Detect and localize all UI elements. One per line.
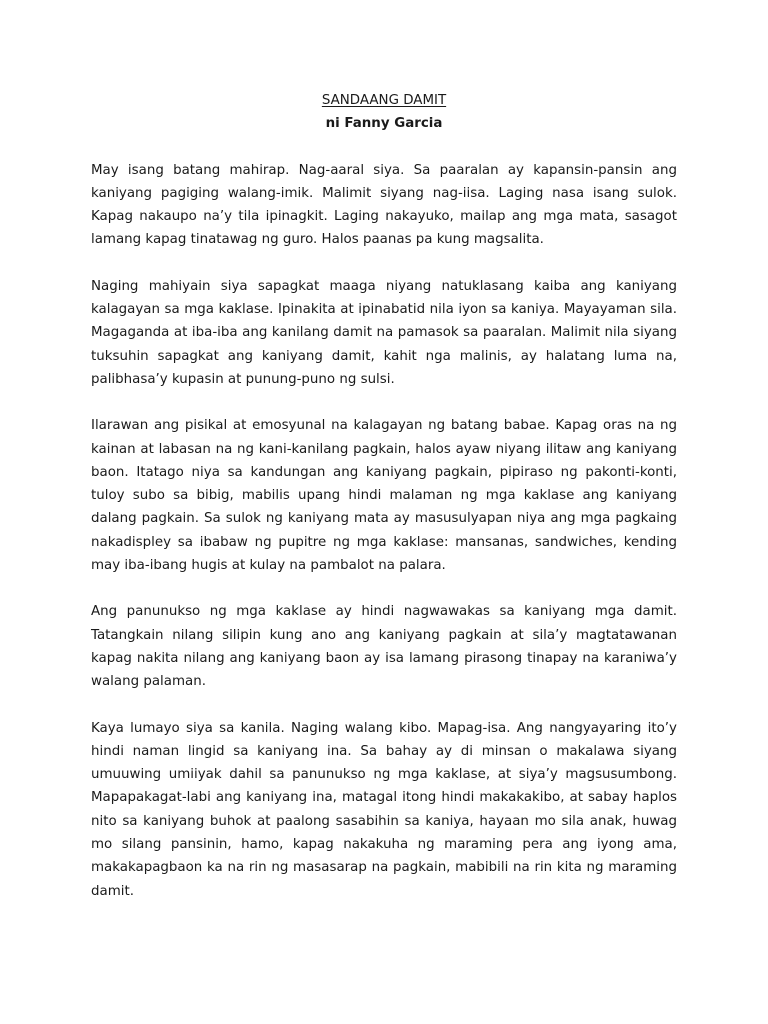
paragraph-1: May isang batang mahirap. Nag-aaral siya. Sa paaralan ay kapansin-pansin ang kaniyang pagiging walang-imik. Malimit siyang nag-iisa. Laging nasa isang sulok. Kapag nakaupo na’y tila ipinagkit. Laging nakayuko, mailap ang mga mata, sasagot lamang kapag tinatawag ng guro. Halos paanas pa kung magsalita.: [91, 162, 677, 248]
paragraph-4: Ang panunukso ng mga kaklase ay hindi nagwawakas sa kaniyang mga damit. Tatangkain nilang silipin kung ano ang kaniyang pagkain at sila’y magtatawanan kapag nakita nilang ang kaniyang baon ay isa lamang pirasong tinapay na karaniwa’y walang palaman.: [91, 604, 677, 690]
document-body: [91, 89, 677, 926]
paragraph-5: Kaya lumayo siya sa kanila. Naging walang kibo. Mapag-isa. Ang nangyayaring ito’y hindi naman lingid sa kaniyang ina. Sa bahay ay di minsan o makalawa siyang umuuwing umiiyak dahil sa panunukso ng mga kaklase, at siya’y magsusumbong. Mapapakagat-labi ang kaniyang ina, matagal itong hindi makakakibo, at sabay haplos nito sa kaniyang buhok at paalong sasabihin sa kaniya, hayaan mo sila anak, huwag mo silang pansinin, hamo, kapag nakakuha ng maraming pera ang iyong ama, makakapagbaon ka na rin ng masasarap na pagkain, mabibili na rin kita ng maraming damit.: [91, 720, 677, 899]
paragraph-3: Ilarawan ang pisikal at emosyunal na kalagayan ng batang babae. Kapag oras na ng kainan at labasan na ng kani-kanilang pagkain, halos ayaw niyang ilitaw ang kaniyang baon. Itatago niya sa kandungan ang kaniyang pagkain, pipiraso ng pakonti-konti, tuloy subo sa bibig, mabilis upang hindi malaman ng mga kaklase ang kaniyang dalang pagkain. Sa sulok ng kaniyang mata ay masusulyapan niya ang mga pagkaing nakadispley sa ibabaw ng pupitre ng mga kaklase: mansanas, sandwiches, kending may iba-ibang hugis at kulay na pambalot na palara.: [91, 418, 677, 574]
document-author: ni Fanny Garcia: [325, 116, 443, 132]
paragraph-2: Naging mahiyain siya sapagkat maaga niyang natuklasang kaiba ang kaniyang kalagayan sa mga kaklase. Ipinakita at ipinabatid nila iyon sa kaniya. Mayayaman sila. Magaganda at iba-iba ang kanilang damit na pamasok sa paaralan. Malimit nila siyang tuksuhin sapagkat ang kaniyang damit, kahit nga malinis, ay halatang luma na, palibhasa’y kupasin at punung-puno ng sulsi.: [91, 278, 677, 387]
document-title: SANDAANG DAMIT: [321, 93, 447, 108]
